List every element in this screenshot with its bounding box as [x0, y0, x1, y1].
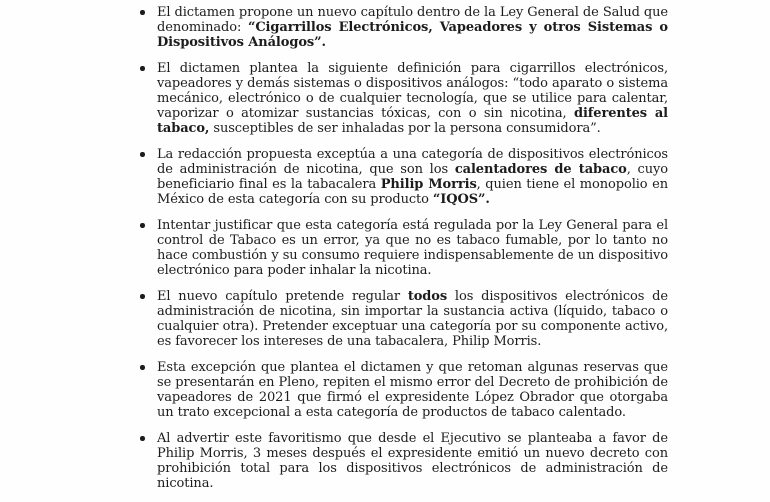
bullet-text-segment: El dictamen plantea la siguiente definición para cigarrillos electrónicos, vapeadores y demás sistemas o dispositivos análogos: “todo aparato o sistema mecánico, electrónico o de cualquier tecnología, que se utilice para calentar, vaporizar o atomizar sustancias tóxicas, con o sin nicotina,	[157, 61, 668, 121]
bullet-text	[157, 289, 668, 349]
bullet-dot-icon	[140, 152, 145, 157]
bullet-item	[157, 218, 668, 278]
bullet-text-segment: Al advertir este favoritismo que desde el Ejecutivo se planteaba a favor de Philip Morris, 3 meses después el expresidente emitió un nuevo decreto con prohibición total para los dispositivos electrónicos de administración de nicotina.	[157, 431, 668, 491]
bullet-text	[157, 431, 668, 491]
bullet-item	[157, 431, 668, 491]
bullet-text-segment: Intentar justificar que esta categoría está regulada por la Ley General para el control de Tabaco es un error, ya que no es tabaco fumable, por lo tanto no hace combustión y su consumo requiere indispensablemente de un dispositivo electrónico para poder inhalar la nicotina.	[157, 218, 668, 278]
bullet-list	[157, 5, 668, 502]
bullet-item	[157, 360, 668, 420]
bullet-text-bold-segment: “IQOS”.	[432, 192, 490, 207]
bullet-dot-icon	[140, 223, 145, 228]
bullet-dot-icon	[140, 294, 145, 299]
bullet-item	[157, 61, 668, 136]
bullet-text-bold-segment: todos	[407, 289, 448, 304]
bullet-item	[157, 289, 668, 349]
bullet-text-segment: los dispositivos electrónicos de administración de nicotina, sin importar la sustancia activa (líquido, tabaco o cualquier otra). Pretender exceptuar una categoría por su componente activo, es favorecer los intereses de una tabacalera, Philip Morris.	[157, 289, 668, 349]
bullet-text-segment: , quien tiene el monopolio en México de esta categoría con su producto	[157, 177, 668, 207]
bullet-item	[157, 147, 668, 207]
bullet-text-segment: El dictamen propone un nuevo capítulo dentro de la Ley General de Salud que denominado:	[157, 5, 668, 35]
bullet-text	[157, 61, 668, 136]
bullet-text-segment: El nuevo capítulo pretende regular	[157, 289, 408, 304]
bullet-dot-icon	[140, 436, 145, 441]
bullet-text-bold-segment: “Cigarrillos Electrónicos, Vapeadores y otros Sistemas o Dispositivos Análogos”.	[157, 20, 668, 50]
bullet-text-bold-segment: Philip Morris	[380, 177, 477, 192]
bullet-text-segment: La redacción propuesta exceptúa a una categoría de dispositivos electrónicos de administración de nicotina, que son los	[157, 147, 668, 177]
bullet-text-bold-segment: diferentes al tabaco,	[157, 106, 668, 136]
bullet-text	[157, 360, 668, 420]
bullet-dot-icon	[140, 365, 145, 370]
bullet-text-bold-segment: calentadores de tabaco	[454, 162, 627, 177]
bullet-text-segment: Esta excepción que plantea el dictamen y que retoman algunas reservas que se presentarán en Pleno, repiten el mismo error del Decreto de prohibición de vapeadores de 2021 que firmó el expresidente López Obrador que otorgaba un trato excepcional a esta categoría de productos de tabaco calentado.	[157, 360, 668, 420]
bullet-dot-icon	[140, 10, 145, 15]
bullet-text	[157, 218, 668, 278]
bullet-dot-icon	[140, 66, 145, 71]
bullet-text	[157, 5, 668, 50]
bullet-text-segment: susceptibles de ser inhaladas por la persona consumidora”.	[209, 121, 601, 136]
bullet-item	[157, 5, 668, 50]
bullet-text-segment: , cuyo beneficiario final es la tabacalera	[157, 162, 668, 192]
bullet-text	[157, 147, 668, 207]
